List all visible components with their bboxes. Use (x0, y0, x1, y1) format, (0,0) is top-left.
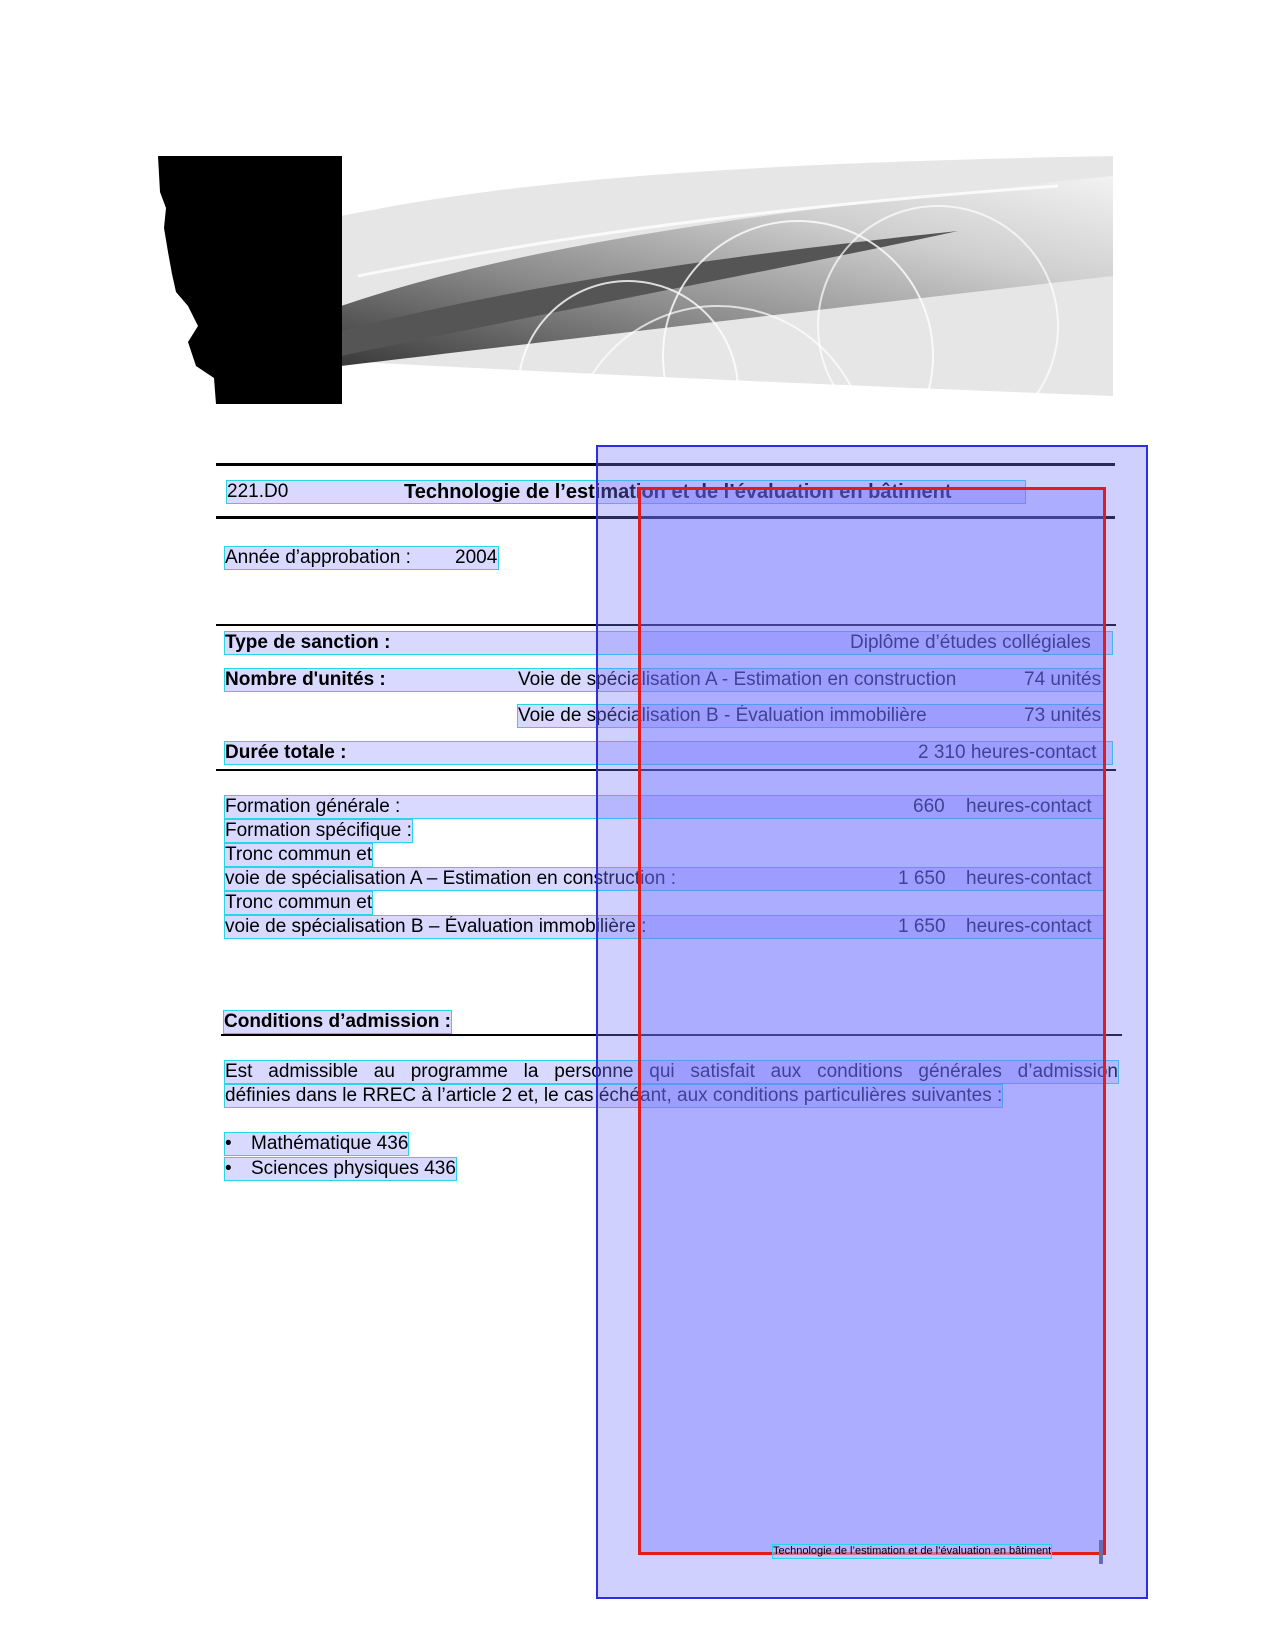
route-b-hours: 1 650 (898, 916, 946, 937)
admission-text-line-2: définies dans le RREC à l’article 2 et, le cas échéant, aux conditions particulières suivantes : (225, 1085, 1003, 1106)
sanction-label: Type de sanction : (225, 632, 1112, 654)
route-b-units-value: 73 unités (1024, 705, 1102, 726)
admission-text-line-1: Est admissible au programme la personne qui satisfait aux conditions générales d’admission (225, 1061, 1118, 1082)
banner-image (158, 156, 1113, 404)
selection-overlay-inner (638, 487, 1106, 1555)
common-core-a: Tronc commun et (225, 844, 373, 865)
route-b-hours-unit: heures-contact (966, 916, 1092, 937)
general-training-label: Formation générale : (225, 796, 1105, 818)
program-code: 221.D0 (227, 481, 1025, 503)
route-a-units-label: Voie de spécialisation A - Estimation en construction (518, 669, 957, 690)
general-training-hours: 660 (913, 796, 945, 817)
page-footer: Technologie de l’estimation et de l’évaluation en bâtiment (773, 1545, 1052, 1557)
route-b-hours-label: voie de spécialisation B – Évaluation immobilière : (225, 916, 1105, 938)
admission-bullet-2: • Sciences physiques 436 (225, 1158, 456, 1179)
route-a-units-value: 74 unités (1024, 669, 1102, 690)
specific-training-label: Formation spécifique : (225, 820, 412, 841)
common-core-b: Tronc commun et (225, 892, 373, 913)
admission-heading: Conditions d’admission : (224, 1011, 451, 1032)
admission-bullet-1: • Mathématique 436 (225, 1133, 409, 1154)
units-label: Nombre d'unités : (225, 669, 1105, 691)
duration-label: Durée totale : (225, 742, 1112, 764)
route-b-units-label: Voie de spécialisation B - Évaluation immobilière (518, 705, 1105, 727)
footer-marker (1099, 1540, 1103, 1564)
route-a-hours: 1 650 (898, 868, 946, 889)
route-a-hours-label: voie de spécialisation A – Estimation en construction : (225, 868, 1105, 890)
general-training-unit: heures-contact (966, 796, 1092, 817)
approval-year: 2004 (455, 547, 498, 568)
route-a-hours-unit: heures-contact (966, 868, 1092, 889)
approval-label: Année d’approbation : (225, 547, 498, 569)
duration-value: 2 310 heures-contact (918, 742, 1097, 763)
program-title: Technologie de l’estimation et de l’évaluation en bâtiment (404, 481, 952, 503)
sanction-value: Diplôme d’études collégiales (850, 632, 1091, 653)
